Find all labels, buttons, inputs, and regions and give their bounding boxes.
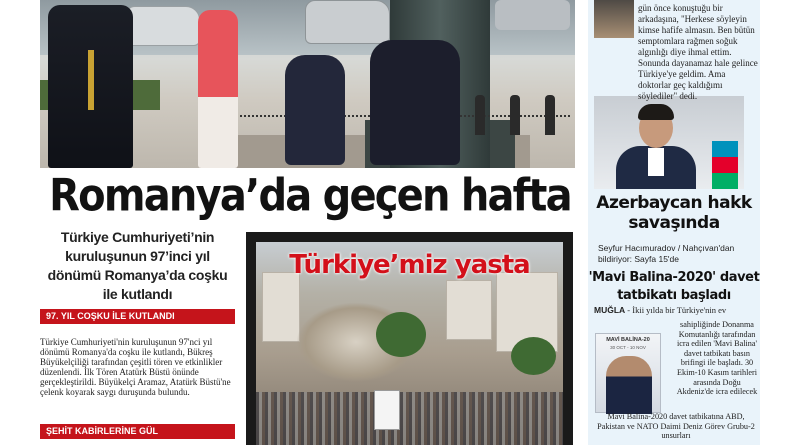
naval-officer-figure <box>606 356 652 414</box>
sidebar-headline-mavi-balina: 'Mavi Balina-2020' davet tatbikatı başladı <box>588 270 760 303</box>
poster-title: MAVİ BALİNA-20 <box>606 337 650 343</box>
ambulance <box>374 390 400 430</box>
sidebar-top-text: gün önce konuştuğu bir arkadaşına, "Herkese söyleyin kimse hafife almasın. Ben bütün semptomlara rağmen soğuk algınlığı diye ihmal ettim. Sonunda dayanamaz hale gelince Türkiye'ye geldim. Ama doktorlar geç kaldığımı söylediler" dedi. <box>638 3 758 101</box>
ceremony-photo <box>40 0 575 168</box>
woman-figure <box>198 10 238 168</box>
sidebar-byline: Seyfur Hacımuradov / Nahçıvan'dan bildiriyor: Sayfa 15'de <box>598 243 735 264</box>
body-first-line: - İkii yılda bir Türkiye'nin ev <box>625 305 727 315</box>
sidebar-headline-azerbaijan: Azerbaycan hakk savaşında <box>596 193 752 233</box>
crowd <box>256 392 563 445</box>
section-label-martyrs: ŞEHİT KABİRLERİNE GÜL <box>40 424 235 439</box>
inset-title: Türkiye’miz yasta <box>289 250 530 280</box>
sidebar-body-first-line <box>594 306 760 316</box>
dateline: MUĞLA <box>594 305 626 315</box>
thumbnail-photo <box>594 0 634 38</box>
earthquake-photo <box>256 242 563 445</box>
bollard <box>510 95 520 135</box>
azerbaijan-flag-icon <box>712 141 738 189</box>
sidebar-body-bottom: Mavi Balina-2020 davet tatbikatına ABD, Pakistan ve NATO Daimi Deniz Görev Grubu-2 unsurları <box>597 412 755 441</box>
hair <box>638 104 674 120</box>
officer-figure <box>48 5 133 168</box>
subheadline: Türkiye Cumhuriyeti’nin kuruluşunun 97’inci yıl dönümü Romanya’da coşku ile kutlandı <box>47 229 228 302</box>
bollard <box>475 95 485 135</box>
building <box>262 272 300 342</box>
shirt <box>648 148 664 176</box>
tree <box>376 312 426 357</box>
car <box>125 6 200 46</box>
portrait-photo <box>594 96 744 189</box>
tree <box>511 337 556 375</box>
bollard <box>545 95 555 135</box>
car <box>305 0 390 44</box>
kneeling-man-figure <box>285 55 345 165</box>
building <box>446 280 492 340</box>
main-headline: Romanya’da geçen hafta <box>49 170 571 222</box>
article-body: Türkiye Cumhuriyeti'nin kuruluşunun 97'nci yıl dönümü Romanya'da coşku ile kutlandı, Bükreş Büyükelçiliği tarafından çeşitli tören ve etkinlikler düzenlendi. İlk Tören Atatürk Büstü önünde gerçekleştirildi. Büyükelçi Aramaz, Atatürk Büstü'ne çelenk koyarak saygı duruşunda bulundu. <box>40 337 231 397</box>
aiguillette <box>88 50 94 110</box>
poster-date: 30 OCT - 10 NOV <box>610 345 646 350</box>
mavi-balina-poster <box>595 333 661 413</box>
ambassador-figure <box>370 40 460 165</box>
earthquake-photo-frame <box>246 232 573 445</box>
section-label-celebration: 97. YIL COŞKU İLE KUTLANDI <box>40 309 235 324</box>
car <box>495 0 570 30</box>
sidebar-body-column: sahipliğinde Donanma Komutanlığı tarafından icra edilen 'Mavi Balina' davet tatbikatı basın brifingi ile başladı. 30 Ekim-10 Kasım tarihleri arasında Doğu Akdeniz'de icra edilecek <box>676 320 758 397</box>
